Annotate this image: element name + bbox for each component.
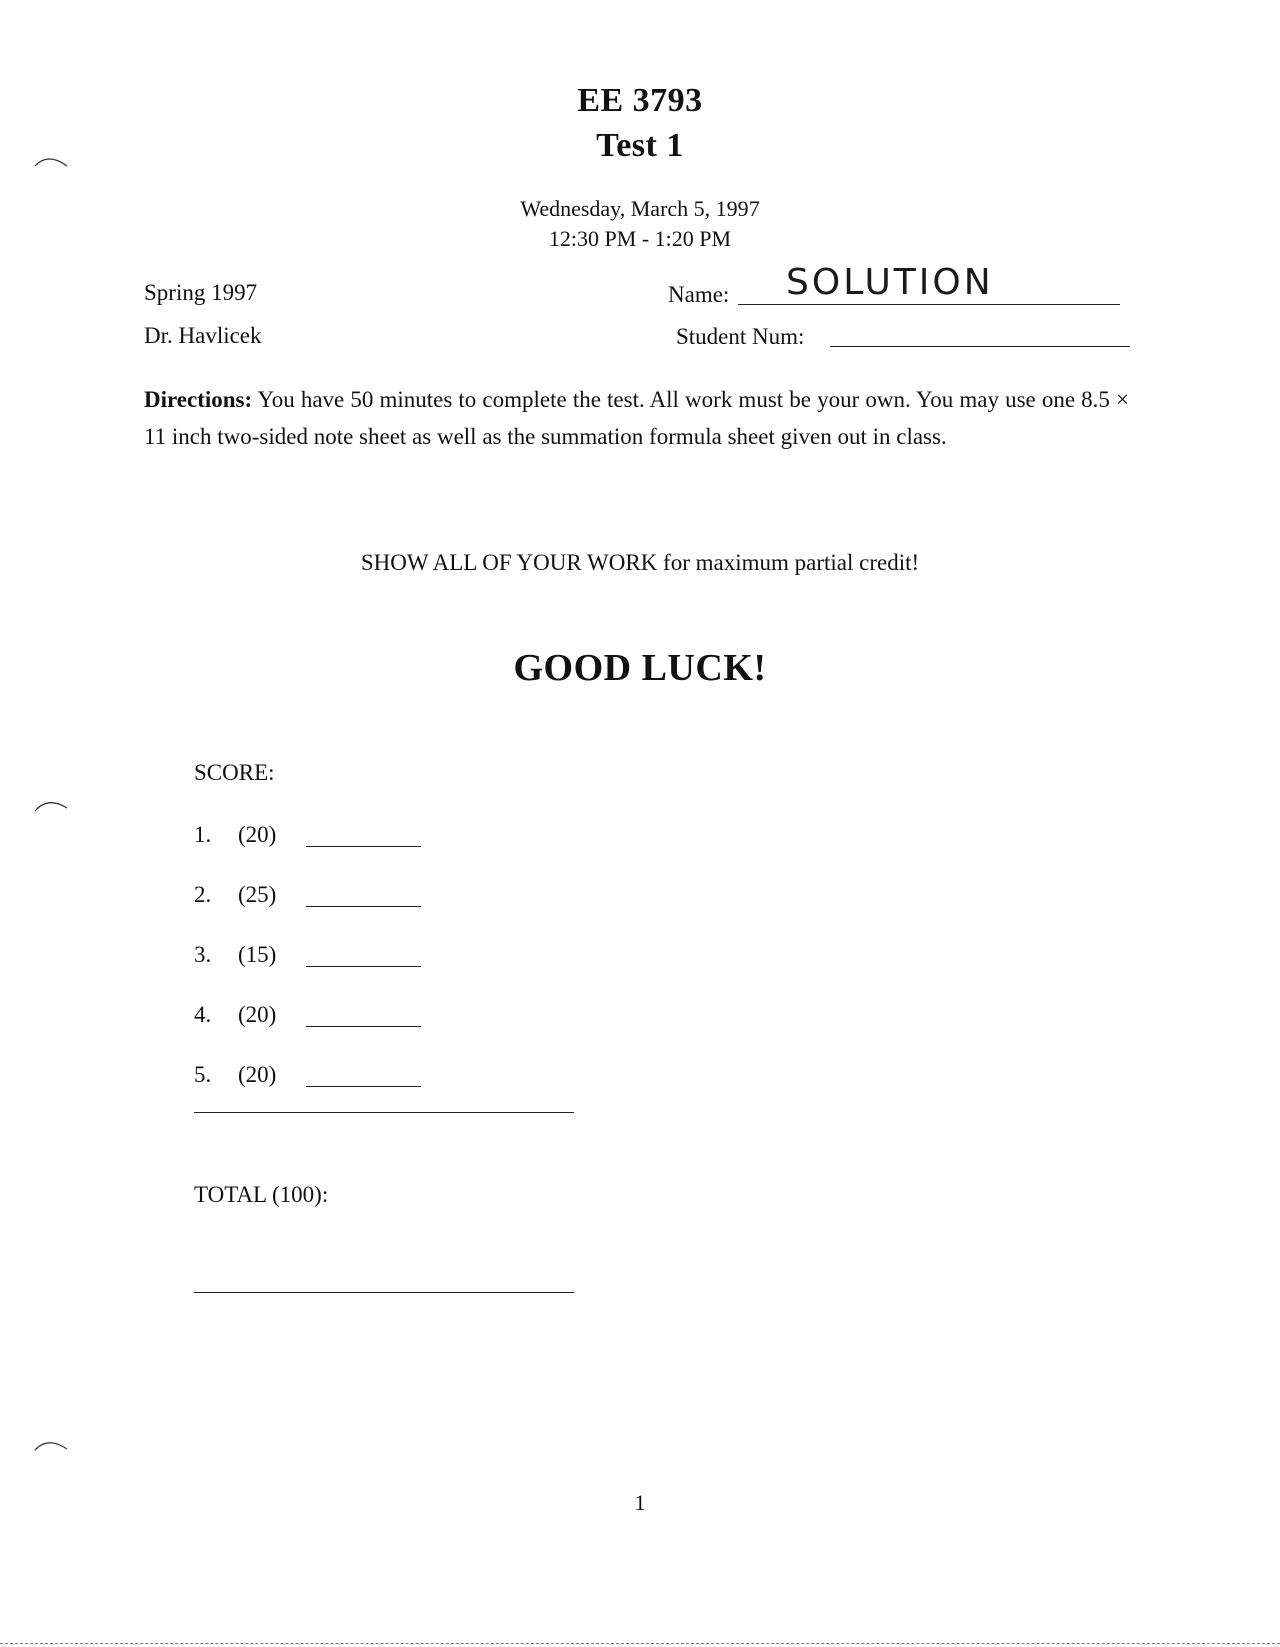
instructor: Dr. Havlicek [144,323,262,348]
total-blank[interactable] [194,1292,574,1293]
directions-label: Directions: [144,387,253,412]
good-luck-heading: GOOD LUCK! [513,647,767,689]
total-label: TOTAL (100): [194,1182,329,1207]
student-num-label: Student Num: [676,324,805,349]
scan-edge [0,1643,1280,1644]
directions [144,381,1129,455]
punch-mark [34,798,68,812]
score-blank[interactable] [306,1026,421,1027]
problem-number: 5. [194,1062,212,1087]
semester: Spring 1997 [144,280,258,305]
directions-text: You have 50 minutes to complete the test. All work must be your own. You may use one 8.5 × 11 inch two-sided note sheet as well as the summation formula sheet given out in class. [144,387,1129,449]
problem-points: (20) [238,1002,277,1027]
score-divider [194,1112,574,1113]
problem-points: (20) [238,1062,277,1087]
score-blank[interactable] [306,846,421,847]
problem-points: (15) [238,942,277,967]
exam-time: 12:30 PM - 1:20 PM [548,226,732,251]
punch-mark [34,1438,68,1452]
course-title: EE 3793 [577,82,703,119]
score-label: SCORE: [194,760,275,785]
problem-number: 2. [194,882,212,907]
problem-number: 3. [194,942,212,967]
problem-points: (25) [238,882,277,907]
score-blank[interactable] [306,966,421,967]
exam-date: Wednesday, March 5, 1997 [520,196,760,221]
show-work-note: SHOW ALL OF YOUR WORK for maximum partial credit! [360,550,920,575]
name-field[interactable] [738,304,1120,305]
student-num-field[interactable] [830,346,1130,347]
problem-points: (20) [238,822,277,847]
test-title: Test 1 [596,127,684,164]
score-blank[interactable] [306,1086,421,1087]
name-value-handwritten: SOLUTION [786,262,994,303]
problem-number: 4. [194,1002,212,1027]
page-number: 1 [634,1490,646,1515]
score-blank[interactable] [306,906,421,907]
name-label: Name: [668,282,730,307]
problem-number: 1. [194,822,212,847]
